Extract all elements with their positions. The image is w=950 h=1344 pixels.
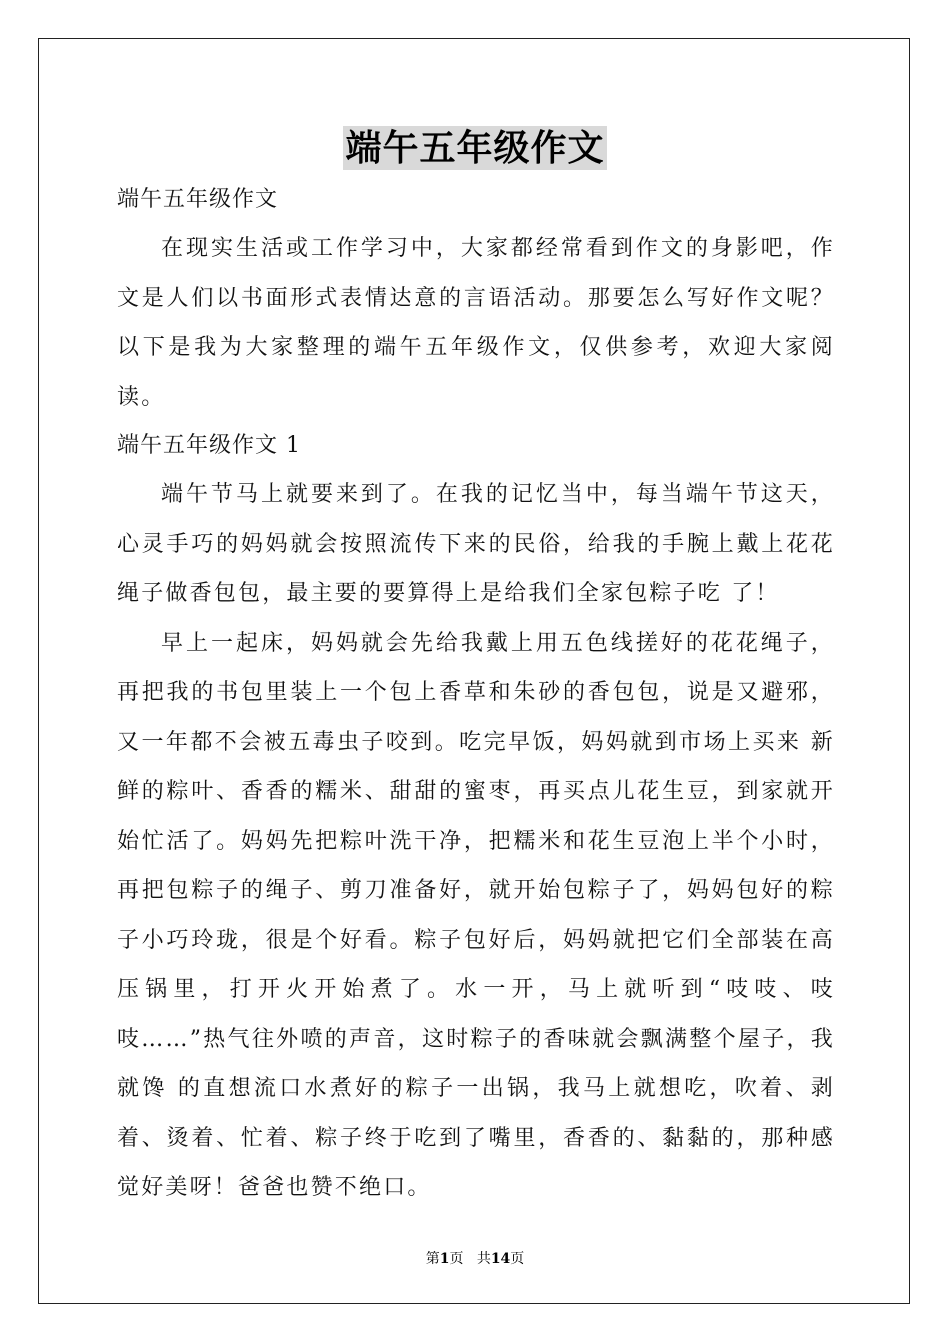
page-suffix: 页 bbox=[449, 1251, 464, 1267]
document-title: 端午五年级作文 bbox=[345, 127, 605, 169]
total-suffix: 页 bbox=[510, 1251, 525, 1267]
page-prefix: 第 bbox=[425, 1251, 440, 1267]
total-prefix: 共 bbox=[476, 1251, 491, 1267]
total-pages: 14 bbox=[490, 1251, 511, 1267]
page-footer bbox=[0, 1248, 950, 1268]
section-heading: 端午五年级作文 1 bbox=[117, 433, 301, 458]
document-body bbox=[117, 176, 835, 1213]
body-paragraph-2: 早上一起床，妈妈就会先给我戴上用五色线搓好的花花绳子，再把我的书包里装上一个包上香草和朱砂的香包包，说是又避邪，又一年都不会被五毒虫子咬到。吃完早饭，妈妈就到市场上买来 新鲜的粽叶、香香的糯米、甜甜的蜜枣，再买点儿花生豆，到家就开始忙活了。妈妈先把粽叶洗干净，把糯米和花生豆泡上半个小时，再把包粽子的绳子、剪刀准备好，就开始包粽子了，妈妈包好的粽 子小巧玲珑，很是个好看。粽子包好后，妈妈就把它们全部装在高压锅里，打开火开始煮了。水一开，马上就听到“吱吱、吱吱……”热气往外喷的声音，这时粽子的香味就会飘满整个屋子，我就馋 的直想流口水煮好的粽子一出锅，我马上就想吃，吹着、剥着、烫着、忙着、粽子终于吃到了嘴里，香香的、黏黏的，那种感觉好美呀！爸爸也赞不绝口。 bbox=[117, 630, 835, 1200]
title-container bbox=[0, 126, 950, 170]
intro-paragraph: 在现实生活或工作学习中，大家都经常看到作文的身影吧，作文是人们以书面形式表情达意的言语活动。那要怎么写好作文呢？以下是我为大家整理的端午五年级作文，仅供参考，欢迎大家阅读。 bbox=[117, 236, 835, 410]
body-paragraph-1: 端午节马上就要来到了。在我的记忆当中，每当端午节这天，心灵手巧的妈妈就会按照流传下来的民俗，给我的手腕上戴上花花绳子做香包包，最主要的要算得上是给我们全家包粽子吃 了！ bbox=[117, 482, 835, 606]
document-subtitle: 端午五年级作文 bbox=[117, 187, 279, 212]
page-number: 1 bbox=[439, 1251, 450, 1267]
